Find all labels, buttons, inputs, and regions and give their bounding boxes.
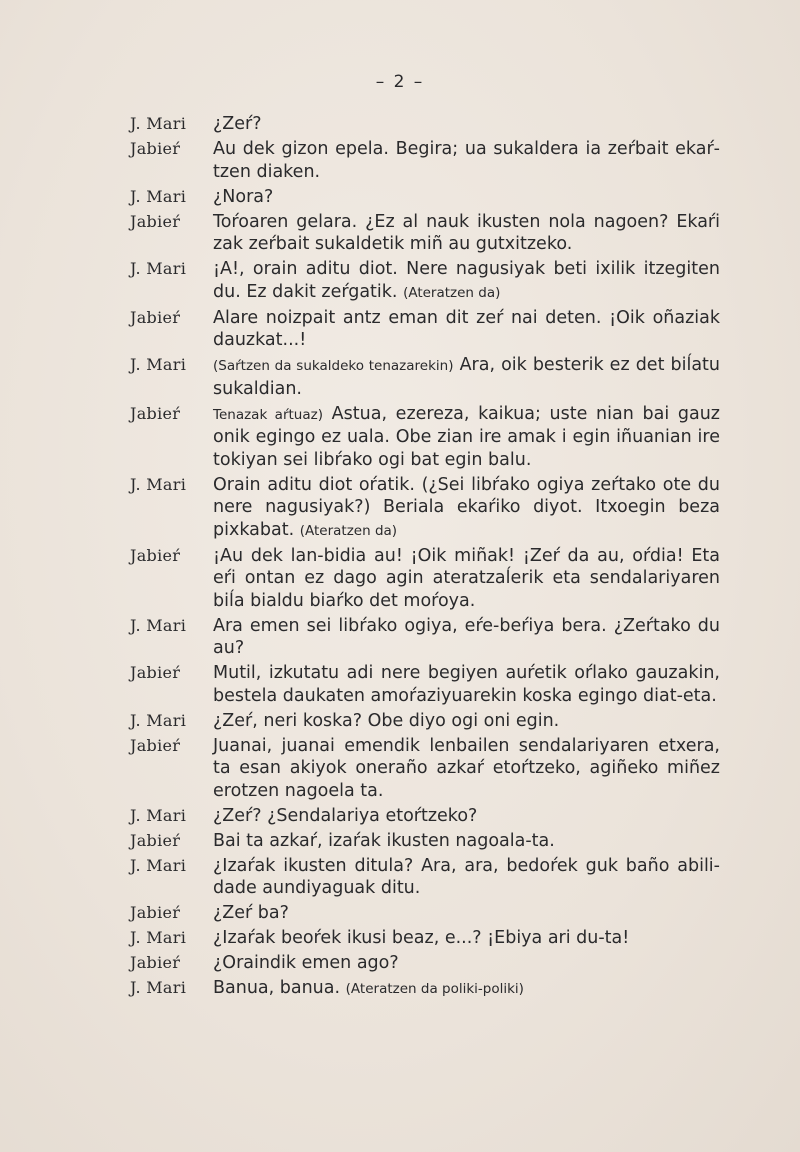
dialogue-line <box>130 403 720 472</box>
speaker-name: Jabieŕ <box>130 139 181 158</box>
speaker-name: Jabieŕ <box>130 307 181 327</box>
spoken-text: ¿Zeŕ? ¿Sendalariya etoŕtzeko? <box>213 805 478 826</box>
dialogue-body <box>213 830 720 853</box>
spoken-text: Alare noizpait antz eman dit zeŕ nai deten. ¡Oik oñaziak dauzkat...! <box>213 307 720 350</box>
dialogue-line <box>130 902 720 925</box>
dialogue-line <box>130 113 720 136</box>
stage-direction: (Ateratzen da poliki-poliki) <box>345 981 524 997</box>
speaker-name: Jabieŕ <box>130 211 181 231</box>
dialogue-body <box>213 138 720 183</box>
dialogue-line <box>130 855 720 900</box>
speaker-name: Jabieŕ <box>130 953 181 972</box>
dialogue-body <box>213 615 720 660</box>
spoken-text: ¿Oraindik emen ago? <box>213 953 399 973</box>
dialogue-body <box>213 354 720 400</box>
stage-direction: (Ateratzen da) <box>299 522 398 539</box>
dialogue-body <box>213 952 720 975</box>
spoken-text: Ara emen sei libŕako ogiya, eŕe-beŕiya bera. ¿Zeŕtako du au? <box>213 615 720 658</box>
dialogue-body <box>213 662 720 707</box>
spoken-text: Juanai, juanai emendik lenbailen sendalariyaren etxera, ta esan akiyok oneraño azkaŕ etoŕtzeko, agiñeko miñez erotzen nagoela ta. <box>213 735 720 801</box>
dialogue-line <box>130 927 720 950</box>
dialogue-body <box>213 113 720 136</box>
dialogue-line <box>130 805 720 828</box>
spoken-text: ¿Izaŕak beoŕek ikusi beaz, e...? ¡Ebiya ari du-ta! <box>213 928 630 948</box>
speaker-name: J. Mari <box>130 259 187 278</box>
dialogue-body <box>213 211 720 256</box>
dialogue-body <box>213 545 720 613</box>
dialogue-line <box>130 354 720 400</box>
dialogue-line <box>130 474 720 543</box>
speaker-name: Jabieŕ <box>130 903 181 922</box>
spoken-text: Ara, oik besterik ez det biĺatu sukaldian. <box>213 355 720 399</box>
spoken-text: Mutil, izkutatu adi nere begiyen auŕetik oŕlako gauzakin, bestela daukaten amoŕaziyuarekin koska egingo diat-eta. <box>213 663 720 706</box>
spoken-text: Orain aditu diot oŕatik. (¿Sei libŕako ogiya zeŕtako ote du nere nagusiyak?) Beriala ekaŕiko diyot. Itxoegin beza pixkabat. <box>213 474 720 540</box>
dialogue-line <box>130 710 720 733</box>
spoken-text: ¿Zeŕ? <box>213 114 262 134</box>
dialogue-body <box>213 474 720 543</box>
dialogue-body <box>213 710 720 733</box>
speaker-name: J. Mari <box>130 710 187 730</box>
dialogue-line <box>130 545 720 613</box>
dialogue-line <box>130 952 720 975</box>
spoken-text: Astua, ezereza, kaikua; uste nian bai gauz onik egingo ez uala. Obe zian ire amak i egin iñuanian ire tokiyan sei libŕako ogi bat egin balu. <box>213 403 720 470</box>
spoken-text: ¡A!, orain aditu diot. Nere nagusiyak beti ixilik itzegiten du. Ez dakit zeŕgatik. <box>213 259 720 302</box>
spoken-text: ¿Izaŕak ikusten ditula? Ara, ara, bedoŕek guk baño abilidade aundiyaguak ditu. <box>213 855 720 898</box>
spoken-text: ¿Nora? <box>213 186 274 207</box>
dialogue-line <box>130 977 720 1001</box>
spoken-text: Banua, banua. <box>213 978 341 998</box>
speaker-name: J. Mari <box>130 928 187 947</box>
speaker-name: J. Mari <box>130 474 187 494</box>
speaker-name: J. Mari <box>130 978 187 997</box>
page-number: – 2 – <box>375 72 425 92</box>
spoken-text: Au dek gizon epela. Begira; ua sukaldera ia zeŕbait ekaŕtzen diaken. <box>213 139 720 182</box>
dialogue-body <box>213 186 720 209</box>
speaker-name: J. Mari <box>130 805 187 825</box>
dialogue-body <box>213 258 720 304</box>
stage-direction: (Ateratzen da) <box>403 284 501 301</box>
speaker-name: Jabieŕ <box>130 663 181 682</box>
speaker-name: J. Mari <box>130 114 187 133</box>
dialogue-body <box>213 805 720 828</box>
speaker-name: J. Mari <box>130 855 187 875</box>
spoken-text: ¡Au dek lan-bidia au! ¡Oik miñak! ¡Zeŕ da au, oŕdia! Eta eŕi ontan ez dago agin ateratzaĺerik eta sendalariyaren biĺa bialdu biaŕko det moŕoya. <box>213 545 720 611</box>
dialogue-line <box>130 258 720 304</box>
dialogue-body <box>213 902 720 925</box>
spoken-text: Bai ta azkaŕ, izaŕak ikusten nagoala-ta. <box>213 830 555 851</box>
spoken-text: Toŕoaren gelara. ¿Ez al nauk ikusten nola nagoen? Ekaŕi zak zeŕbait sukaldetik miñ au gutxitzeko. <box>213 211 720 254</box>
dialogue-body <box>213 927 720 950</box>
speaker-name: Jabieŕ <box>130 545 181 565</box>
speaker-name: J. Mari <box>130 186 187 206</box>
dialogue-line <box>130 735 720 803</box>
dialogue-line <box>130 211 720 256</box>
spoken-text: ¿Zeŕ ba? <box>213 903 289 923</box>
dialogue-line <box>130 662 720 707</box>
dialogue-line <box>130 186 720 209</box>
dialogue-body <box>213 403 720 472</box>
dialogue-line <box>130 138 720 183</box>
dialogue-body <box>213 977 720 1001</box>
speaker-name: J. Mari <box>130 355 187 374</box>
spoken-text: ¿Zeŕ, neri koska? Obe diyo ogi oni egin. <box>213 710 560 731</box>
dialogue-body <box>213 855 720 900</box>
dialogue-list <box>130 113 720 1003</box>
dialogue-line <box>130 830 720 853</box>
dialogue-body <box>213 307 720 352</box>
dialogue-line <box>130 615 720 660</box>
stage-direction: (Saŕtzen da sukaldeko tenazarekin) <box>213 358 454 374</box>
speaker-name: Jabieŕ <box>130 830 181 850</box>
speaker-name: J. Mari <box>130 615 187 635</box>
speaker-name: Jabieŕ <box>130 735 181 755</box>
stage-direction: Tenazak aŕtuaz) <box>213 406 323 423</box>
dialogue-line <box>130 307 720 352</box>
dialogue-body <box>213 735 720 803</box>
speaker-name: Jabieŕ <box>130 403 181 423</box>
